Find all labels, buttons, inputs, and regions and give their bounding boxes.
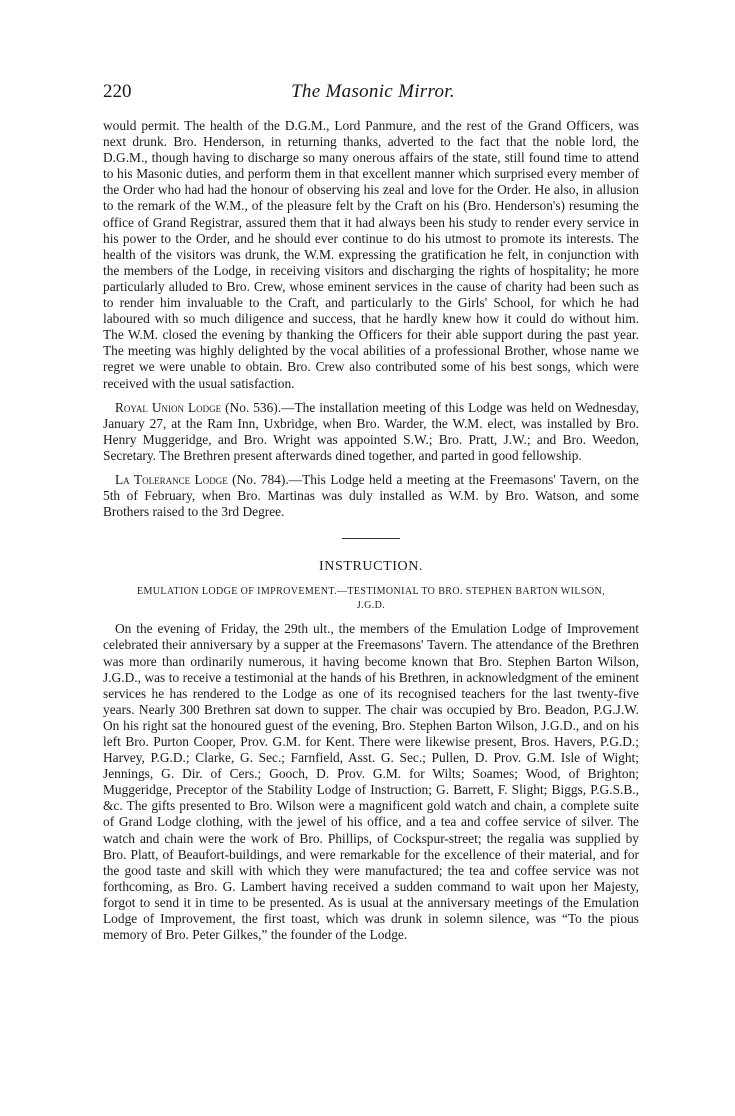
paragraph-royal-union-text: (No. 536).—The installation meeting of this Lodge was held on Wednesday, January 27, at the Ram Inn, Uxbridge, when Bro. Warder, the W.M. elect, was installed by Bro. Henry Muggeridge, and Bro. Wright was appointed S.W.; Bro. Pratt, J.W.; and Bro. Weedon, Secretary. The Brethren present afterwards dined together, and parted in good fellowship. (103, 399, 640, 463)
section-title-instruction: INSTRUCTION. (318, 559, 424, 575)
page-header (103, 80, 643, 104)
sub-heading-emulation-lodge: EMULATION LODGE OF IMPROVEMENT.—TESTIMONIAL TO BRO. STEPHEN BARTON WILSON, J.G.D. (137, 586, 605, 612)
paragraph-emulation-lodge: On the evening of Friday, the 29th ult., the members of the Emulation Lodge of Improvement celebrated their anniversary by a supper at the Freemasons' Tavern. The attendance of the Brethren was more than ordinarily numerous, it having become known that Bro. Stephen Barton Wilson, J.G.D., was to receive a testimonial at the hands of his Brethren, in acknowledgment of the eminent services he has rendered to the Lodge as one of its recognised teachers for the last twenty-five years. Nearly 300 Brethren sat down to supper. The chair was occupied by Bro. Beadon, P.G.J.W. On his right sat the honoured guest of the evening, Bro. Stephen Barton Wilson, J.G.D., and on his left Bro. Purton Cooper, Prov. G.M. for Kent. There were likewise present, Bros. Havers, P.G.D.; Harvey, P.G.D.; Clarke, G. Sec.; Farnfield, Asst. G. Sec.; Pullen, D. Prov. G.M. Isle of Wight; Jennings, G. Dir. of Cers.; Gooch, D. Prov. G.M. for Wilts; Soames; Wood, of Brighton; Muggeridge, Preceptor of the Stability Lodge of Instruction; G. Barrett, F. Slight; Biggs, P.G.S.B., &c. The gifts presented to Bro. Wilson were a magnificent gold watch and chain, a complete suite of Grand Lodge clothing, with the jewel of his office, and a tea and coffee service of silver. The watch and chain were the work of Bro. Phillips, of Cockspur-street; the regalia was supplied by Bro. Platt, of Beaufort-buildings, and were remarkable for the excellence of their material, and for the good taste and skill with which they were manufactured; the tea and coffee service was not forthcoming, as Bro. G. Lambert having received a sudden command to wait upon her Majesty, forgot to send it in time to be presented. As is usual at the anniversary meetings of the Emulation Lodge of Improvement, the first toast, which was drunk in solemn silence, was “To the pious memory of Bro. Peter Gilkes,” the founder of the Lodge. (103, 621, 639, 943)
running-title: The Masonic Mirror. (291, 81, 455, 102)
lodge-name-royal-union: Royal Union Lodge (115, 399, 222, 415)
page-number: 220 (103, 81, 132, 102)
lodge-name-la-tolerance: La Tolerance Lodge (115, 471, 228, 487)
paragraph-royal-union-lodge (103, 400, 639, 464)
paragraph-la-tolerance-lodge (103, 472, 639, 520)
paragraph-la-tolerance-text: (No. 784).—This Lodge held a meeting at the Freemasons' Tavern, on the 5th of February, when Bro. Martinas was duly installed as W.M. by Bro. Watson, and some Brothers raised to the 3rd Degree. (103, 471, 639, 520)
article-body (103, 118, 639, 951)
section-divider (342, 538, 400, 539)
paragraph-toasts: would permit. The health of the D.G.M., Lord Panmure, and the rest of the Grand Officers, was next drunk. Bro. Henderson, in returning thanks, adverted to the fact that the noble lord, the D.G.M., though having to discharge so many onerous affairs of the state, still found time to attend to his Masonic duties, and perform them in that excellent manner which surprised every member of the Order who had had the honour of observing his zeal and love for the Order. He also, in allusion to the remark of the W.M., of the pleasure felt by the Craft on his (Bro. Henderson's) resuming the office of Grand Registrar, assured them that it had always been his study to render every service in his power to the Order, and he should ever continue to do his utmost to promote its interests. The health of the visitors was drunk, the W.M. expressing the gratification he felt, in conjunction with the members of the Lodge, in receiving visitors and discharging the rights of hospitality; he more particularly alluded to Bro. Crew, whose eminent services in the cause of charity had been such as to render him invaluable to the Craft, and particularly to the Girls' School, for which he had laboured with so much diligence and success, that he hardly knew how it could do without him. The W.M. closed the evening by thanking the Officers for their able support during the past year. The meeting was highly delighted by the vocal abilities of a professional Brother, whose name we regret we were unable to obtain. Bro. Crew also contributed some of his best songs, which were received with the usual satisfaction. (103, 118, 639, 391)
